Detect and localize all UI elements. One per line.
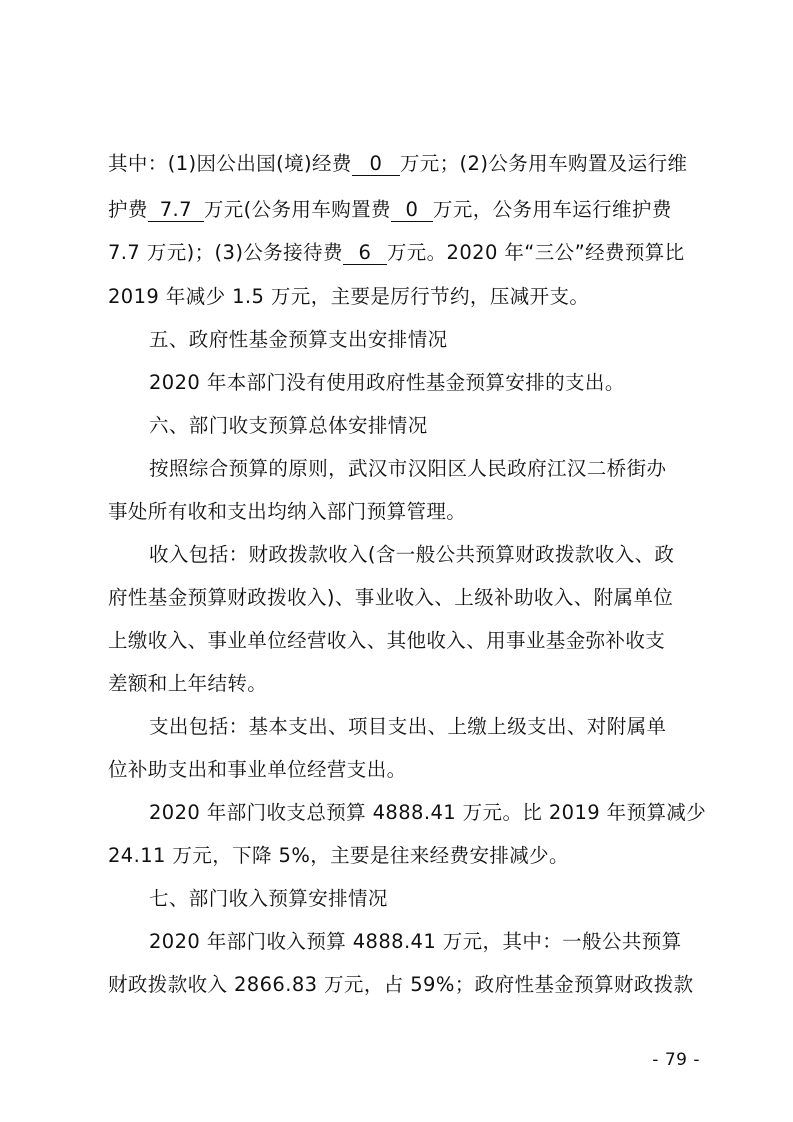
expense-line-3-text-a: 7.7 万元)；(3)公务接待费 (108, 241, 343, 264)
vehicle-purchase-value: 0 (391, 199, 433, 222)
outbound-expense-value: 0 (352, 153, 400, 176)
expense-line-4: 2019 年减少 1.5 万元，主要是厉行节约，压减开支。 (108, 285, 590, 308)
section-6-p4-line-2: 24.11 万元，下降 5%，主要是往来经费安排减少。 (108, 844, 569, 867)
section-6-p1-line-1: 按照综合预算的原则，武汉市汉阳区人民政府江汉二桥街办 (149, 457, 667, 480)
page-number: - 79 - (652, 1050, 700, 1070)
section-6-p2-line-4: 差额和上年结转。 (108, 672, 268, 695)
expense-line-2-text-a: 护费 (108, 198, 148, 221)
section-6-heading: 六、部门收支预算总体安排情况 (149, 414, 428, 437)
section-5-heading: 五、政府性基金预算支出安排情况 (149, 328, 448, 351)
section-6-p3-line-2: 位补助支出和事业单位经营支出。 (108, 758, 407, 781)
section-6-p3-line-1: 支出包括：基本支出、项目支出、上缴上级支出、对附属单 (149, 715, 667, 738)
expense-line-2-text-c: 万元，公务用车运行维护费 (432, 198, 672, 221)
expense-line-3 (108, 241, 698, 265)
section-7-p1-line-2: 财政拨款收入 2866.83 万元，占 59%；政府性基金预算财政拨款 (108, 973, 694, 996)
section-6-p2-line-3: 上缴收入、事业单位经营收入、其他收入、用事业基金弥补收支 (108, 629, 666, 652)
section-6-p2-line-2: 府性基金预算财政拨收入)、事业收入、上级补助收入、附属单位 (108, 586, 674, 609)
expense-line-2 (108, 198, 698, 222)
expense-line-3-text-b: 万元。2020 年“三公”经费预算比 (386, 241, 685, 264)
section-5-paragraph: 2020 年本部门没有使用政府性基金预算安排的支出。 (149, 371, 625, 394)
section-6-p2-line-1: 收入包括：财政拨款收入(含一般公共预算财政拨款收入、政 (149, 543, 675, 566)
expense-line-1 (108, 152, 698, 176)
section-6-p4-line-1: 2020 年部门收支总预算 4888.41 万元。比 2019 年预算减少 (149, 801, 707, 824)
section-6-p1-line-2: 事处所有收和支出均纳入部门预算管理。 (108, 500, 467, 523)
expense-line-2-text-b: 万元(公务用车购置费 (203, 198, 391, 221)
section-7-p1-line-1: 2020 年部门收入预算 4888.41 万元，其中：一般公共预算 (149, 930, 682, 953)
expense-line-1-text-b: 万元；(2)公务用车购置及运行维 (399, 152, 688, 175)
reception-expense-value: 6 (343, 242, 387, 265)
expense-line-1-text-a: 其中：(1)因公出国(境)经费 (108, 152, 352, 175)
section-7-heading: 七、部门收入预算安排情况 (149, 887, 388, 910)
vehicle-expense-value: 7.7 (148, 199, 204, 222)
